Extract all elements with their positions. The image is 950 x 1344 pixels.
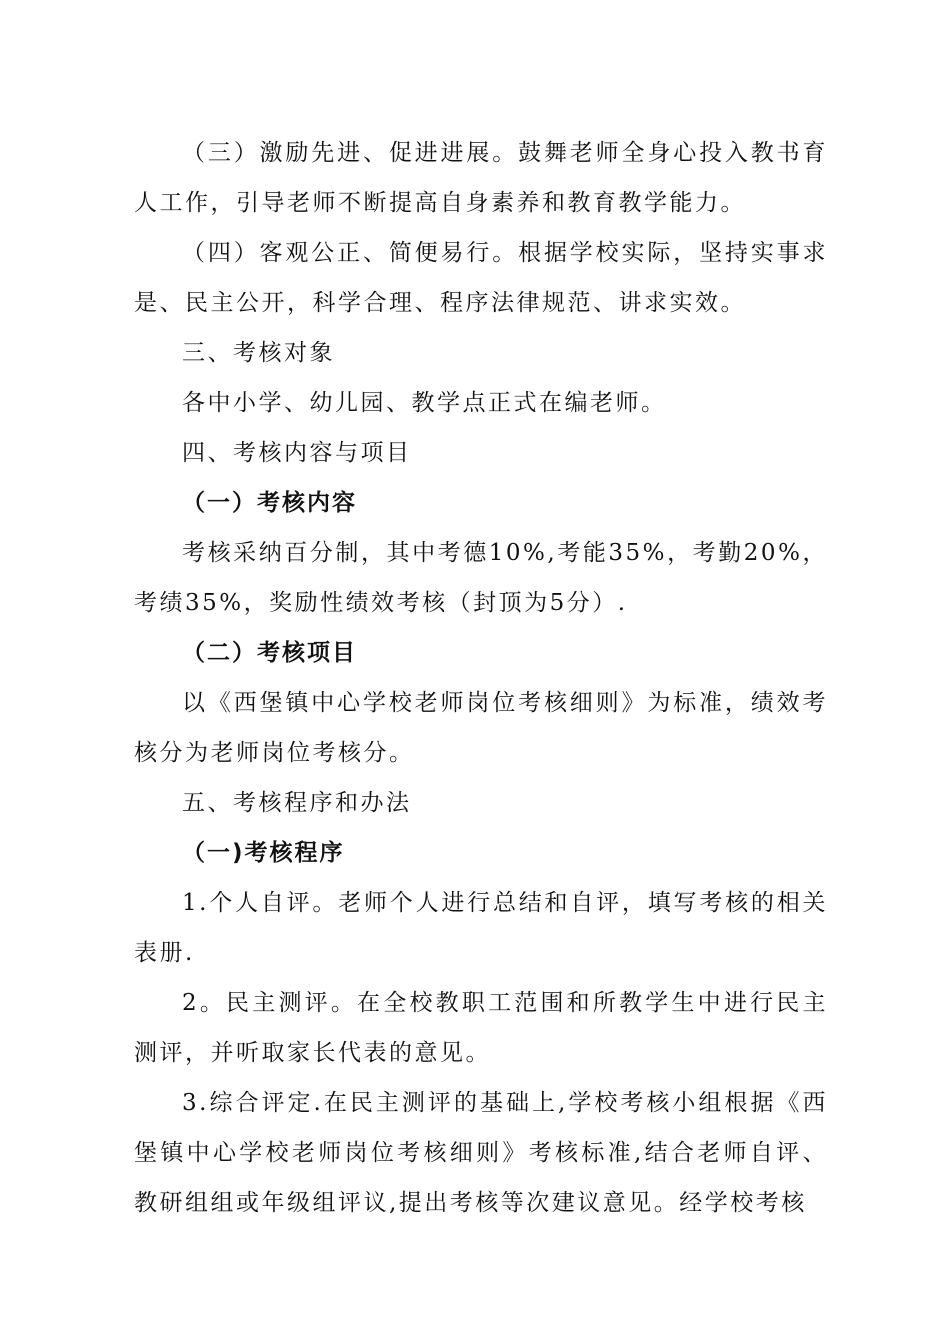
subheading-assessment-items: （二）考核项目 bbox=[182, 640, 357, 666]
paragraph-step-comprehensive-evaluation: 3.综合评定.在民主测评的基础上,学校考核小组根据《西堡镇中心学校老师岗位考核细则》考核标准,结合老师自评、教研组组或年级组评议,提出考核等次建议意见。经学校考核 bbox=[134, 1090, 828, 1216]
paragraph-assessment-content: 考核采纳百分制，其中考德10%,考能35%，考勤20%，考绩35%，奖励性绩效考核（封顶为5分）. bbox=[134, 540, 828, 616]
paragraph-step-democratic-evaluation: 2。民主测评。在全校教职工范围和所教学生中进行民主测评，并听取家长代表的意见。 bbox=[134, 990, 828, 1066]
section-heading-content-and-items: 四、考核内容与项目 bbox=[182, 440, 412, 466]
paragraph-principle-3: （三）激励先进、促进进展。鼓舞老师全身心投入教书育人工作，引导老师不断提高自身素养和教育教学能力。 bbox=[134, 140, 828, 216]
subheading-assessment-procedure: （一)考核程序 bbox=[182, 840, 345, 866]
paragraph-assessment-items: 以《西堡镇中心学校老师岗位考核细则》为标准，绩效考核分为老师岗位考核分。 bbox=[134, 690, 828, 766]
section-heading-procedure-and-methods: 五、考核程序和办法 bbox=[182, 790, 412, 816]
paragraph-principle-4: （四）客观公正、简便易行。根据学校实际，坚持实事求是、民主公开，科学合理、程序法律规范、讲求实效。 bbox=[134, 240, 828, 316]
subheading-assessment-content: （一）考核内容 bbox=[182, 490, 357, 516]
paragraph-assessment-targets: 各中小学、幼儿园、教学点正式在编老师。 bbox=[182, 390, 667, 416]
document-body bbox=[134, 128, 828, 1228]
paragraph-step-self-evaluation: 1.个人自评。老师个人进行总结和自评，填写考核的相关表册. bbox=[134, 890, 828, 966]
section-heading-assessment-targets: 三、考核对象 bbox=[182, 340, 335, 366]
